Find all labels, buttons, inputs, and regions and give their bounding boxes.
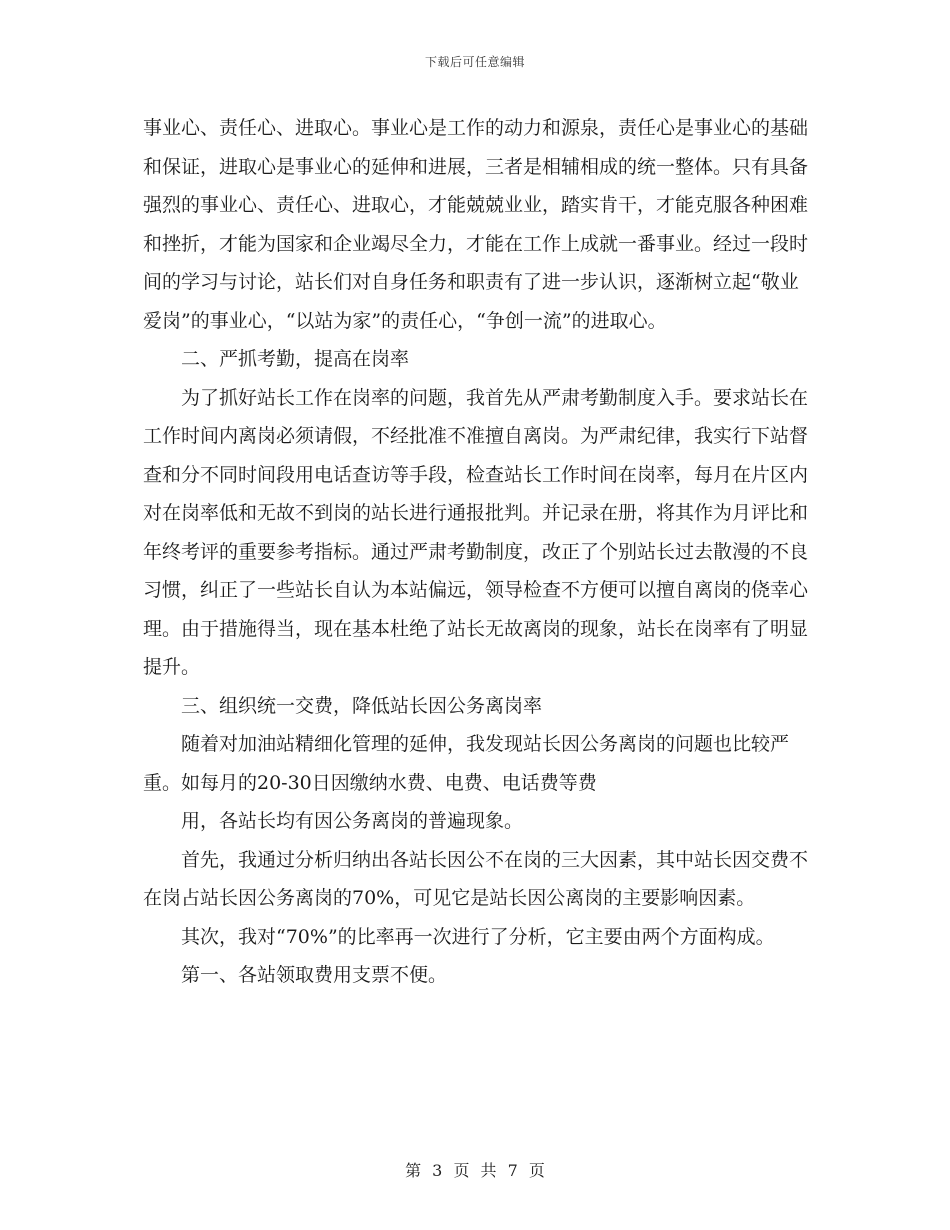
paragraph-fees-intro: 随着对加油站精细化管理的延伸，我发现站长因公务离岗的问题也比较严重。如每月的20-30日因缴纳水费、电费、电话费等费: [143, 733, 790, 794]
page-footer: 第 3 页 共 7 页: [405, 1161, 545, 1180]
paragraph-continuation: 事业心、责任心、进取心。事业心是工作的动力和源泉，责任心是事业心的基础和保证，进取心是事业心的延伸和进展，三者是相辅相成的统一整体。只有具备强烈的事业心、责任心、进取心，才能兢兢业业，踏实肯干，才能克服各种困难和挫折，才能为国家和企业竭尽全力，才能在工作上成就一番事业。经过一段时间的学习与讨论，站长们对自身任务和职责有了进一步认识，逐渐树立起“敬业爱岗”的事业心，“以站为家”的责任心，“争创一流”的进取心。: [143, 117, 809, 332]
section-heading-3: 三、组织统一交费，降低站长因公务离岗率: [181, 694, 543, 717]
page-header: 下载后可任意编辑: [424, 55, 525, 69]
paragraph-attendance: 为了抓好站长工作在岗率的问题，我首先从严肃考勤制度入手。要求站长在工作时间内离岗必须请假，不经批准不准擅自离岗。为严肃纪律，我实行下站督查和分不同时间段用电话查访等手段，检查站长工作时间在岗率，每月在片区内对在岗率低和无故不到岗的站长进行通报批判。并记录在册，将其作为月评比和年终考评的重要参考指标。通过严肃考勤制度，改正了个别站长过去散漫的不良习惯，纠正了一些站长自认为本站偏远，领导检查不方便可以擅自离岗的侥幸心理。由于措施得当，现在基本杜绝了站长无故离岗的现象，站长在岗率有了明显提升。: [143, 386, 809, 678]
paragraph-point-one: 第一、各站领取费用支票不便。: [181, 964, 448, 986]
document-body: [143, 109, 811, 995]
paragraph-second-analysis: 其次，我对“70%”的比率再一次进行了分析，它主要由两个方面构成。: [181, 925, 775, 948]
paragraph-fees-cont: 用，各站长均有因公务离岗的普遍现象。: [181, 810, 524, 832]
section-heading-2: 二、严抓考勤，提高在岗率: [181, 348, 410, 370]
paragraph-first-analysis: 首先，我通过分析归纳出各站长因公不在岗的三大因素，其中站长因交费不在岗占站长因公务离岗的70%，可见它是站长因公离岗的主要影响因素。: [143, 848, 809, 909]
